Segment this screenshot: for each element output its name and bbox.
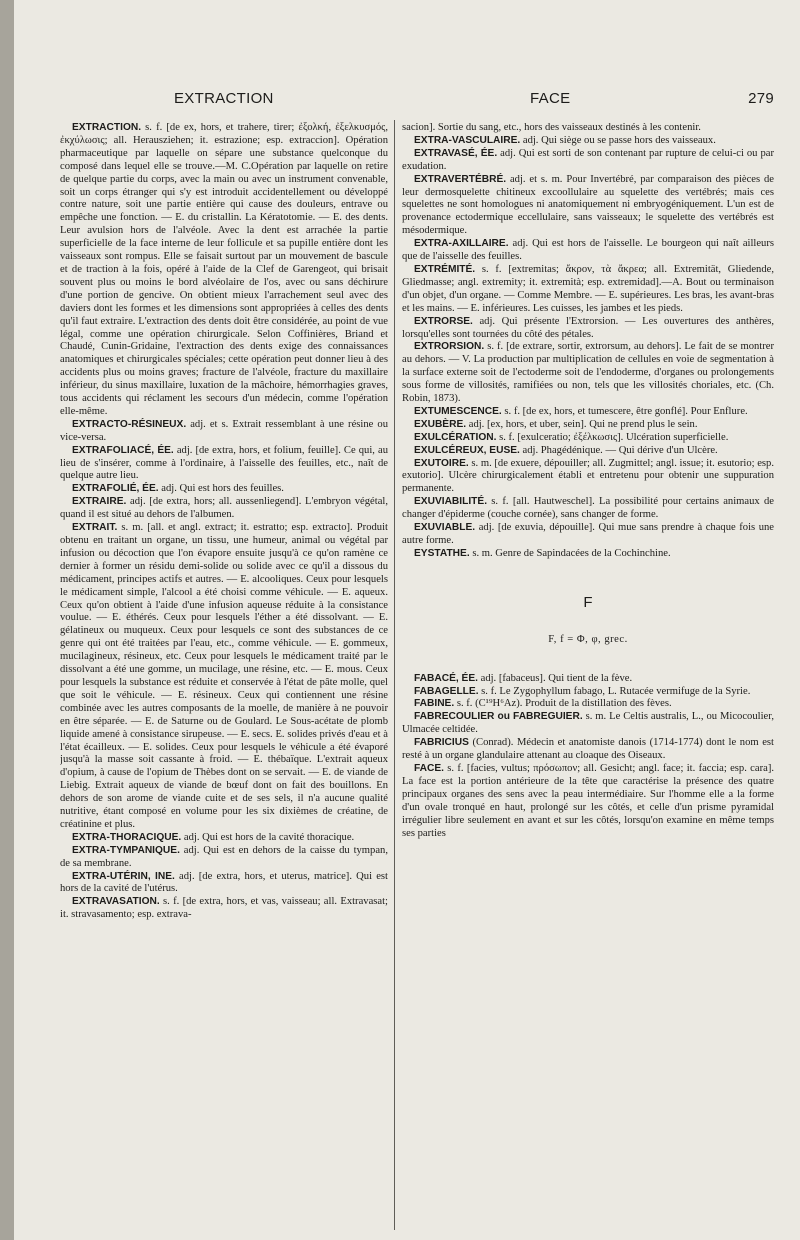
entry-headword: EYSTATHE. [414, 547, 470, 559]
page-edge-shadow [0, 0, 14, 1240]
entry-headword: FABINE. [414, 698, 455, 710]
entry-body: s. f. [de ex, hors, et tumescere, être gonflé]. Pour Enflure. [501, 405, 748, 417]
entry-headword: EXUBÈRE. [414, 418, 467, 430]
entry-headword: EXUTOIRE. [414, 457, 469, 469]
entry-headword: EXTRÉMITÉ. [414, 263, 476, 275]
entry [60, 896, 388, 922]
entry-body: adj. Qui siège ou se passe hors des vaisseaux. [520, 134, 716, 146]
entry-body: adj. Qui est en dehors de la caisse du tympan, de sa membrane. [60, 844, 388, 869]
section-letter-description: F, f = Φ, φ, grec. [548, 633, 628, 645]
entry-body: adj. [fabaceus]. Qui tient de la fève. [477, 672, 633, 684]
entry [402, 445, 774, 458]
entry-headword: EXTRA-AXILLAIRE. [414, 238, 509, 250]
header-center-keyword: FACE [530, 90, 571, 107]
entry-body: adj. Qui est sorti de son contenant par rupture de celui-ci ou par exudation. [402, 147, 774, 172]
entry-headword: EXTRAVASÉ, ÉE. [414, 147, 498, 159]
entry-headword: EXTRA-THORACIQUE. [72, 831, 182, 843]
entry-body: adj. Qui est hors des feuilles. [158, 483, 284, 495]
entry-body: s. f. [all. Hautweschel]. La possibilité pour certains animaux de changer d'épiderme (couche cornée), sans changer de forme. [402, 496, 774, 521]
entry-body: adj. [de exuvia, dépouille]. Qui mue sans prendre à chaque fois une autre forme. [402, 522, 774, 546]
entry-body: adj. [ex, hors, et uber, sein]. Qui ne prend plus le sein. [466, 418, 698, 430]
entry-body: adj. Qui est hors de l'aisselle. Le bourgeon qui naît ailleurs que de l'aisselle des feuilles. [402, 238, 774, 263]
entry [60, 832, 388, 845]
entry-headword: EXTRAFOLIACÉ, ÉE. [72, 444, 174, 456]
section-letter-heading: F [583, 593, 593, 611]
entry-body: s. m. [de exuere, dépouiller; all. Zugmittel; angl. issue; it. esutorio; esp. exutorio]. Ulcère chirurgicalement établi et entretenu pour obtenir une suppuration permanente. [402, 457, 774, 495]
entry [402, 238, 774, 264]
entry [402, 548, 774, 561]
entry [60, 845, 388, 871]
entry-headword: EXTRA-VASCULAIRE. [414, 134, 521, 146]
entry-headword: EXTUMESCENCE. [414, 405, 502, 417]
entry-headword: FABAGELLE. [414, 685, 479, 697]
entry [402, 406, 774, 419]
entry-headword: EXTRA-TYMPANIQUE. [72, 844, 180, 856]
entry [402, 148, 774, 174]
entry [402, 673, 774, 686]
entry-headword: EXTRA-UTÉRIN, INE. [72, 870, 175, 882]
entry [402, 737, 774, 763]
entry [60, 871, 388, 897]
entry-headword: EXUVIABILITÉ. [414, 496, 488, 508]
entry-headword: EXULCÉREUX, EUSE. [414, 444, 520, 456]
right-column [402, 122, 774, 1232]
entry-body: s. m. Genre de Sapindacées de la Cochinchine. [469, 547, 671, 559]
entry [402, 432, 774, 445]
entry-headword: EXTRAIRE. [72, 496, 127, 508]
entry-body: s. f. [exulceratio; ἐξέλκωσις]. Ulcération superficielle. [496, 431, 729, 443]
entry-headword: FACE. [414, 762, 444, 774]
entry-headword: FABRECOULIER ou FABREGUIER. [414, 711, 583, 723]
entry [60, 122, 388, 419]
entry [60, 483, 388, 496]
entry [60, 419, 388, 445]
entry [402, 763, 774, 840]
entry [402, 522, 774, 548]
entry-body: s. f. [de extra, hors, et vas, vaisseau; all. Extravasat; it. stravasamento; esp. extrava- [60, 896, 388, 921]
entry-headword: EXTRAVASATION. [72, 896, 160, 908]
entry-body: s. m. [all. et angl. extract; it. estratto; esp. extracto]. Produit obtenu en traitant un organe, un tissu, une humeur, animal ou végétal par infusion ou décoction que l'on évapore ensuite jusqu'à ce qu'on ramène ce dernier à former un résidu demi-solide ou solide avec ce qu'il a dissous du médicament, principes actifs et autres. — E. alcooliques. Ceux pour lesquels le médicament simple, l'alcool a été choisi comme véhicule. — E. aqueux. Ceux qu'on obtient à l'aide d'une infusion aqueuse réduite à la consistance voulue. — E. éthérés. Ceux pour lesquels l'éther a été dissolvant. — E. gélatineux ou muqueux. Ceux pour lesquels ce sont des substances de ce genre qui ont été traitées par l'eau, etc., comme véhicule. — E. gommeux, mucilagineux, résineux, etc. Ceux pour lesquels le médicament traité par le dissolvant a été une gomme, un mucilage, une résine, etc. — E. mous. Ceux pour lesquels la substance est réduite et conservée à l'état de pâte molle, quel que soit le véhicule. — E. résineux. Ceux qui contiennent une résine combinée avec les autres composants de la moelle, de manière à ne pouvoir en être séparée. — E. de Saturne ou de Goulard. Le Sous-acétate de plomb liquide amené à consistance sirupeuse. — E. secs. E. solides privés d'eau et à l'état écailleux. — E. solides. Ceux pour lesquels le véhicule a été évaporé jusqu'à la masse soit cassante à froid. — E. thébaïque. L'extrait aqueux d'opium, à cause de l'opium de Thèbes dont on se servait. — E. de viande de Liebig. Extrait aqueux de viande de bœuf dont on fait des bouillons. En dehors de son arome de viande cuite et de ses sels, il n'a aucune qualité nutritive, étant composé en volume pour les six dixièmes de créatine, de créatinine et plus. [60, 522, 388, 830]
entry-headword: FABACÉ, ÉE. [414, 672, 478, 684]
entry-body: adj. Qui présente l'Extrorsion. — Les ouvertures des anthères, lorsqu'elles sont tournées du côté des pétales. [402, 315, 774, 340]
entry-body: s. f. [de ex, hors, et trahere, tirer; ἐξολκή, ἐξελκυσμός, ἐκχύλωσις; all. Herausziehen; it. estrazione; esp. extraccion]. Opération pharmaceutique par laquelle on sépare une substance quelconque du composé dans lequel elle se trouve.—M. C.Opération par laquelle on retire de quelque partie du corps, avec la main ou avec un instrument convenable, soit un corps étranger qui s'y est introduit accidentellement ou développé contre nature, soit une partie entière qui cause des douleurs, entrave ou empêche une fonction. — E. du cristallin. La Kératotomie. — E. des dents. Leur avulsion hors de l'alvéole. Avec la dent est arrachée la partie superficielle de la face interne de leur follicule et sa pupille entière dont les vaisseaux sont rompus. Elle se faisait surtout par un mouvement de bascule et de traction à la fois, opéré à l'aide de la Clef de Garengeot, qui brisait souvent plus ou moins le bord alvéolaire de l'os, avec ou sans déchirure d'une portion de gencive. On obtient mieux l'arrachement seul avec des daviers dont les formes et les dimensions sont appropriées à celles des dents qu'il faut extraire. L'extraction des dents doit être considérée, au point de vue légal, comme une opération chirurgicale. Selon Coffinières, Briand et Chaudé, Cunin-Gridaine, l'extraction des dents exige des connaissances anatomiques et chirurgicales spéciales; cette opération peut donner lieu à des accidents plus ou moins graves; fracture de l'alvéole, fracture du maxillaire inférieur, du sinus maxillaire, luxation de la mâchoire, hémorrhagies graves, tous accidents qui réclament les secours d'un médecin, comme l'opération elle-même. [60, 122, 388, 417]
entry [60, 445, 388, 484]
entry [402, 458, 774, 497]
entry-body: adj. [de extra, hors, et uterus, matrice]. Qui est hors de la cavité de l'utérus. [60, 870, 388, 895]
entry [402, 135, 774, 148]
entry-continuation [402, 122, 774, 135]
entry-body: s. f. [de extrare, sortir, extrorsum, au dehors]. Le fait de se montrer au dehors. — V. La production par multiplication de cellules en voie de segmentation à la surface externe soit de l'ectoderme soit de l'endoderme, d'organes ou prolongements sous forme de villosités, ramifiées ou non, tels que les villosités choriales, etc. (Ch. Robin, 1873). [402, 341, 774, 405]
header-left-keyword: EXTRACTION [174, 90, 274, 107]
entry-body: sacion]. Sortie du sang, etc., hors des vaisseaux destinés à les contenir. [402, 122, 701, 133]
entry-body: s. f. [extremitas; ἄκρον, τὰ ἄκρεα; all. Extremität, Gliedende, Gliedmasse; angl. extremity; it. extremità; esp. extremidad].—A. Bout ou terminaison d'un objet, d'un organe. — Comme Membre. — E. supérieures. Les bras, les avant-bras et les mains. — E. inférieures. Les cuisses, les jambes et les pieds. [402, 263, 774, 314]
entry-headword: EXTRORSION. [414, 341, 485, 353]
entry [402, 316, 774, 342]
entry-headword: FABRICIUS [414, 737, 469, 749]
entry [402, 711, 774, 737]
entry-body: adj. et s. Extrait ressemblant à une résine ou vice-versa. [60, 418, 388, 443]
entry-headword: EXULCÉRATION. [414, 431, 497, 443]
entry-headword: EXTRAFOLIÉ, ÉE. [72, 483, 159, 495]
running-header [56, 90, 774, 114]
entry-headword: EXTRAVERTÉBRÉ. [414, 173, 507, 185]
entry-headword: EXUVIABLE. [414, 522, 476, 534]
entry [60, 496, 388, 522]
entry-headword: EXTRACTION. [72, 122, 142, 133]
entry [402, 686, 774, 699]
entry [402, 419, 774, 432]
entry-body: s. m. Le Celtis australis, L., ou Micocoulier, Ulmacée celtidée. [402, 711, 774, 736]
entry-headword: EXTRACTO-RÉSINEUX. [72, 418, 187, 430]
entry-body: adj. Qui est hors de la cavité thoracique. [181, 831, 355, 843]
page-number: 279 [748, 90, 774, 107]
entry [402, 264, 774, 316]
entry-body: (Conrad). Médecin et anatomiste danois (1714-1774) dont le nom est resté à un organe glandulaire attenant au cloaque des Oiseaux. [402, 737, 774, 762]
entry-body: adj. [de extra, hors, et folium, feuille]. Ce qui, au lieu de s'insérer, comme à l'ordinaire, à l'aisselle des feuilles, etc., naît de quelque autre lieu. [60, 444, 388, 482]
left-column [60, 122, 388, 1232]
entry-body: s. f. (C¹⁹H⁶Az). Produit de la distillation des fèves. [454, 698, 672, 710]
entry-body: adj. [de extra, hors; all. aussenliegend]. L'embryon végétal, quand il est situé au dehors de l'albumen. [60, 496, 388, 521]
entry-body: adj. et s. m. Pour Invertébré, par comparaison des pièces de leur dermosquelette chitineux excoollulaire au squelette des vertébrés; mais ces squelettes ne sont homologues ni anatomiquement ni embryogéniquement. L'un est de provenance ectodermique eccellulaire, sans vaisseaux; le squelette des vertébrés est mésodermique. [402, 173, 774, 237]
entry-headword: EXTRORSE. [414, 315, 473, 327]
entry [402, 698, 774, 711]
column-divider [394, 120, 395, 1230]
entry [402, 174, 774, 239]
entry [60, 522, 388, 832]
entry-headword: EXTRAIT. [72, 522, 118, 534]
entry-body: s. f. [facies, vultus; πρόσωπον; all. Gesicht; angl. face; it. faccia; esp. cara]. La face est la portion antérieure de la tête que caractérise la présence des quatre principaux organes des sens avec la peau intermédiaire. Sur l'homme elle a la forme d'un ovale tronqué en haut, prolongé sur les côtés, et celle d'un prisme pyramidal irrégulier libre seulement en avant et sur les côtés, lorsqu'on examine en même temps ses parties [402, 762, 774, 839]
entry-body: adj. Phagédénique. — Qui dérive d'un Ulcère. [519, 444, 718, 456]
entry [402, 496, 774, 522]
entry-body: s. f. Le Zygophyllum fabago, L. Rutacée vermifuge de la Syrie. [478, 685, 751, 697]
entry [402, 341, 774, 406]
